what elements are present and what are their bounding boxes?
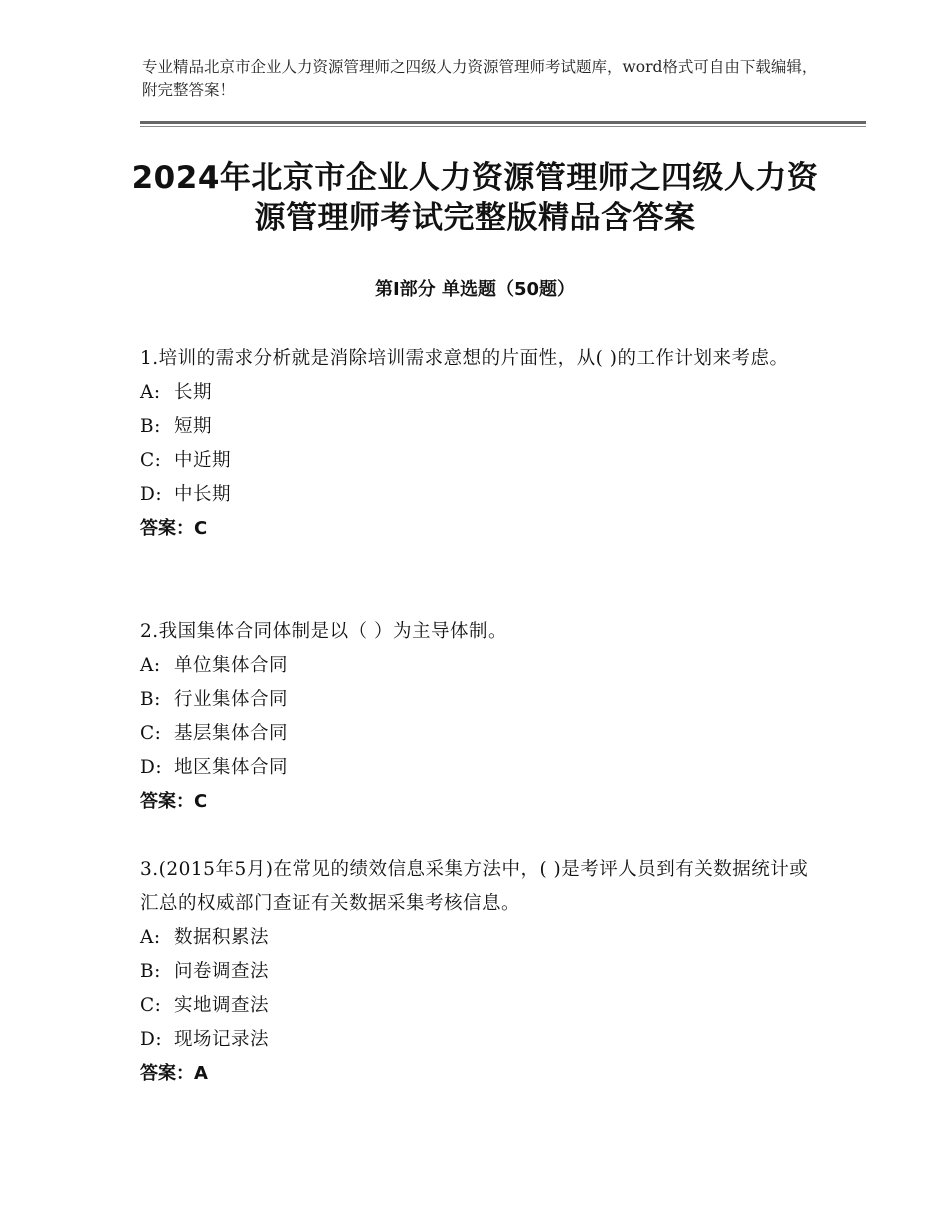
option-letter: C: bbox=[140, 995, 162, 1016]
option-letter: A: bbox=[140, 382, 161, 403]
answer-line: 答案：C bbox=[140, 791, 208, 812]
option-text: 长期 bbox=[174, 382, 213, 403]
option-a bbox=[140, 921, 820, 955]
header-divider-thin bbox=[140, 126, 866, 127]
option-letter: B: bbox=[140, 416, 161, 437]
option-letter: A: bbox=[140, 927, 161, 948]
option-c bbox=[140, 989, 820, 1023]
question-block bbox=[140, 853, 820, 1091]
section-heading: 第Ⅰ部分 单选题（50题） bbox=[374, 279, 575, 300]
question-block bbox=[140, 615, 820, 819]
question-block bbox=[140, 342, 820, 546]
answer-line: 答案：A bbox=[140, 1063, 208, 1084]
option-d bbox=[140, 1023, 820, 1057]
option-text: 现场记录法 bbox=[174, 1029, 270, 1050]
option-d bbox=[140, 751, 820, 785]
option-letter: A: bbox=[140, 655, 161, 676]
answer-line: 答案：C bbox=[140, 518, 208, 539]
option-text: 中近期 bbox=[174, 450, 232, 471]
option-text: 数据积累法 bbox=[174, 927, 270, 948]
option-letter: C: bbox=[140, 450, 162, 471]
option-letter: C: bbox=[140, 723, 162, 744]
option-letter: D: bbox=[140, 1029, 163, 1050]
option-text: 中长期 bbox=[174, 484, 232, 505]
option-d bbox=[140, 478, 820, 512]
question-stem: 1.培训的需求分析就是消除培训需求意想的片面性，从( )的工作计划来考虑。 bbox=[140, 348, 789, 369]
option-b bbox=[140, 683, 820, 717]
option-letter: D: bbox=[140, 757, 163, 778]
option-letter: D: bbox=[140, 484, 163, 505]
option-a bbox=[140, 376, 820, 410]
header-note: 专业精品北京市企业人力资源管理师之四级人力资源管理师考试题库，word格式可自由下载编辑，附完整答案！ bbox=[142, 58, 818, 99]
option-text: 问卷调查法 bbox=[174, 961, 270, 982]
question-stem: 2.我国集体合同体制是以（ ）为主导体制。 bbox=[140, 621, 508, 642]
option-b bbox=[140, 410, 820, 444]
option-text: 短期 bbox=[174, 416, 213, 437]
option-text: 单位集体合同 bbox=[174, 655, 289, 676]
option-a bbox=[140, 649, 820, 683]
option-b bbox=[140, 955, 820, 989]
option-text: 基层集体合同 bbox=[174, 723, 289, 744]
option-letter: B: bbox=[140, 689, 161, 710]
option-text: 地区集体合同 bbox=[174, 757, 289, 778]
header-divider-thick bbox=[140, 121, 866, 124]
option-c bbox=[140, 444, 820, 478]
question-stem: 3.(2015年5月)在常见的绩效信息采集方法中，( )是考评人员到有关数据统计或汇总的权威部门查证有关数据采集考核信息。 bbox=[140, 859, 809, 914]
option-text: 行业集体合同 bbox=[174, 689, 289, 710]
option-letter: B: bbox=[140, 961, 161, 982]
option-text: 实地调查法 bbox=[174, 995, 270, 1016]
document-title: 2024年北京市企业人力资源管理师之四级人力资源管理师考试完整版精品含答案 bbox=[131, 160, 819, 236]
option-c bbox=[140, 717, 820, 751]
